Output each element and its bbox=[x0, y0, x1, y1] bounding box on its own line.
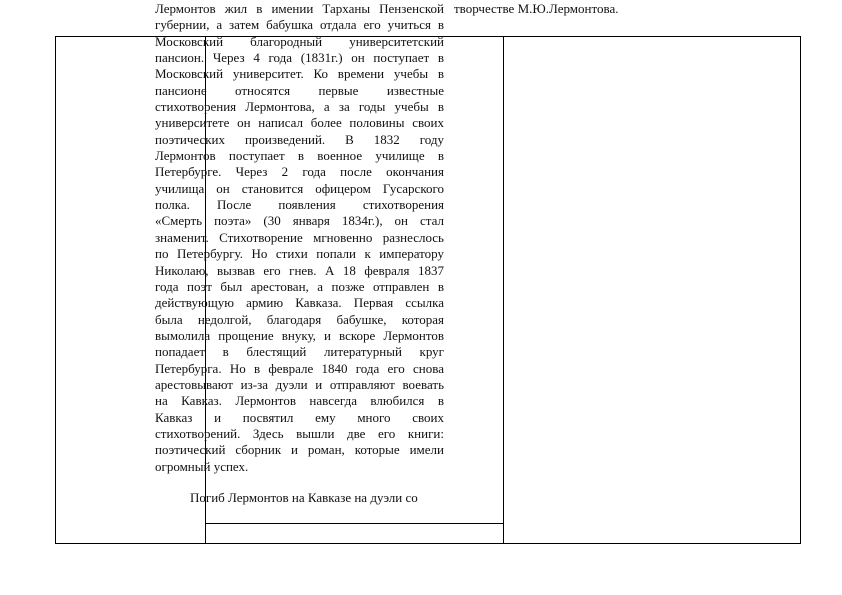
text-line: по Петербургу. Но стихи попали к императору bbox=[155, 246, 444, 262]
text-line: поэтических произведений. В 1832 году bbox=[155, 131, 444, 147]
next-paragraph-line: Погиб Лермонтов на Кавказе на дуэли со bbox=[190, 490, 418, 505]
text-line: «Смерть поэта» (30 января 1834г.), он стал bbox=[155, 213, 444, 229]
text-line: стихотворений. Здесь вышли две его книги: bbox=[155, 425, 444, 441]
text-line: поэтический сборник и роман, которые имели bbox=[155, 442, 444, 458]
biography-paragraph bbox=[155, 1, 444, 475]
text-line: губернии, а затем бабушка отдала его учиться в bbox=[155, 17, 444, 33]
text-line: была недолгой, благодаря бабушке, которая bbox=[155, 311, 444, 327]
text-line: года поэт был арестован, а позже отправлен в bbox=[155, 278, 444, 294]
text-line: действующую армию Кавказа. Первая ссылка bbox=[155, 295, 444, 311]
text-line: арестовывают из-за дуэли и отправляют воевать bbox=[155, 376, 444, 392]
text-line: пансион. Через 4 года (1831г.) он поступает в bbox=[155, 50, 444, 66]
text-line: стихотворения Лермонтова, а за годы учебы в bbox=[155, 99, 444, 115]
text-line: огромный успех. bbox=[155, 458, 249, 474]
text-line: Лермонтов поступает в военное училище в bbox=[155, 148, 444, 164]
text-line: Лермонтов жил в имении Тарханы Пензенской bbox=[155, 1, 444, 16]
column-divider-right bbox=[503, 37, 504, 543]
text-line: Петербурга. Но в феврале 1840 года его снова bbox=[155, 360, 444, 376]
text-line: знаменит. Стихотворение мгновенно разнеслось bbox=[155, 229, 444, 245]
text-line: Московский благородный университетский bbox=[155, 33, 444, 49]
text-line: Николаю, вызвав его гнев. А 18 февраля 1837 bbox=[155, 262, 444, 278]
text-line: училища он становится офицером Гусарского bbox=[155, 180, 444, 196]
right-column-text: творчестве М.Ю.Лермонтова. bbox=[454, 1, 619, 16]
text-line: университете он написал более половины своих bbox=[155, 115, 444, 131]
row-divider bbox=[205, 523, 503, 524]
text-line: Московский университет. Ко времени учебы в bbox=[155, 66, 444, 82]
text-line: на Кавказ. Лермонтов навсегда влюбился в bbox=[155, 393, 444, 409]
text-line: полка. После появления стихотворения bbox=[155, 197, 444, 213]
text-line: Петербурге. Через 2 года после окончания bbox=[155, 164, 444, 180]
text-line: Кавказ и посвятил ему много своих bbox=[155, 409, 444, 425]
text-line: вымолила прощение внуку, и вскоре Лермонтов bbox=[155, 327, 444, 343]
text-line: пансионе относятся первые известные bbox=[155, 82, 444, 98]
text-line: попадает в блестящий литературный круг bbox=[155, 344, 444, 360]
